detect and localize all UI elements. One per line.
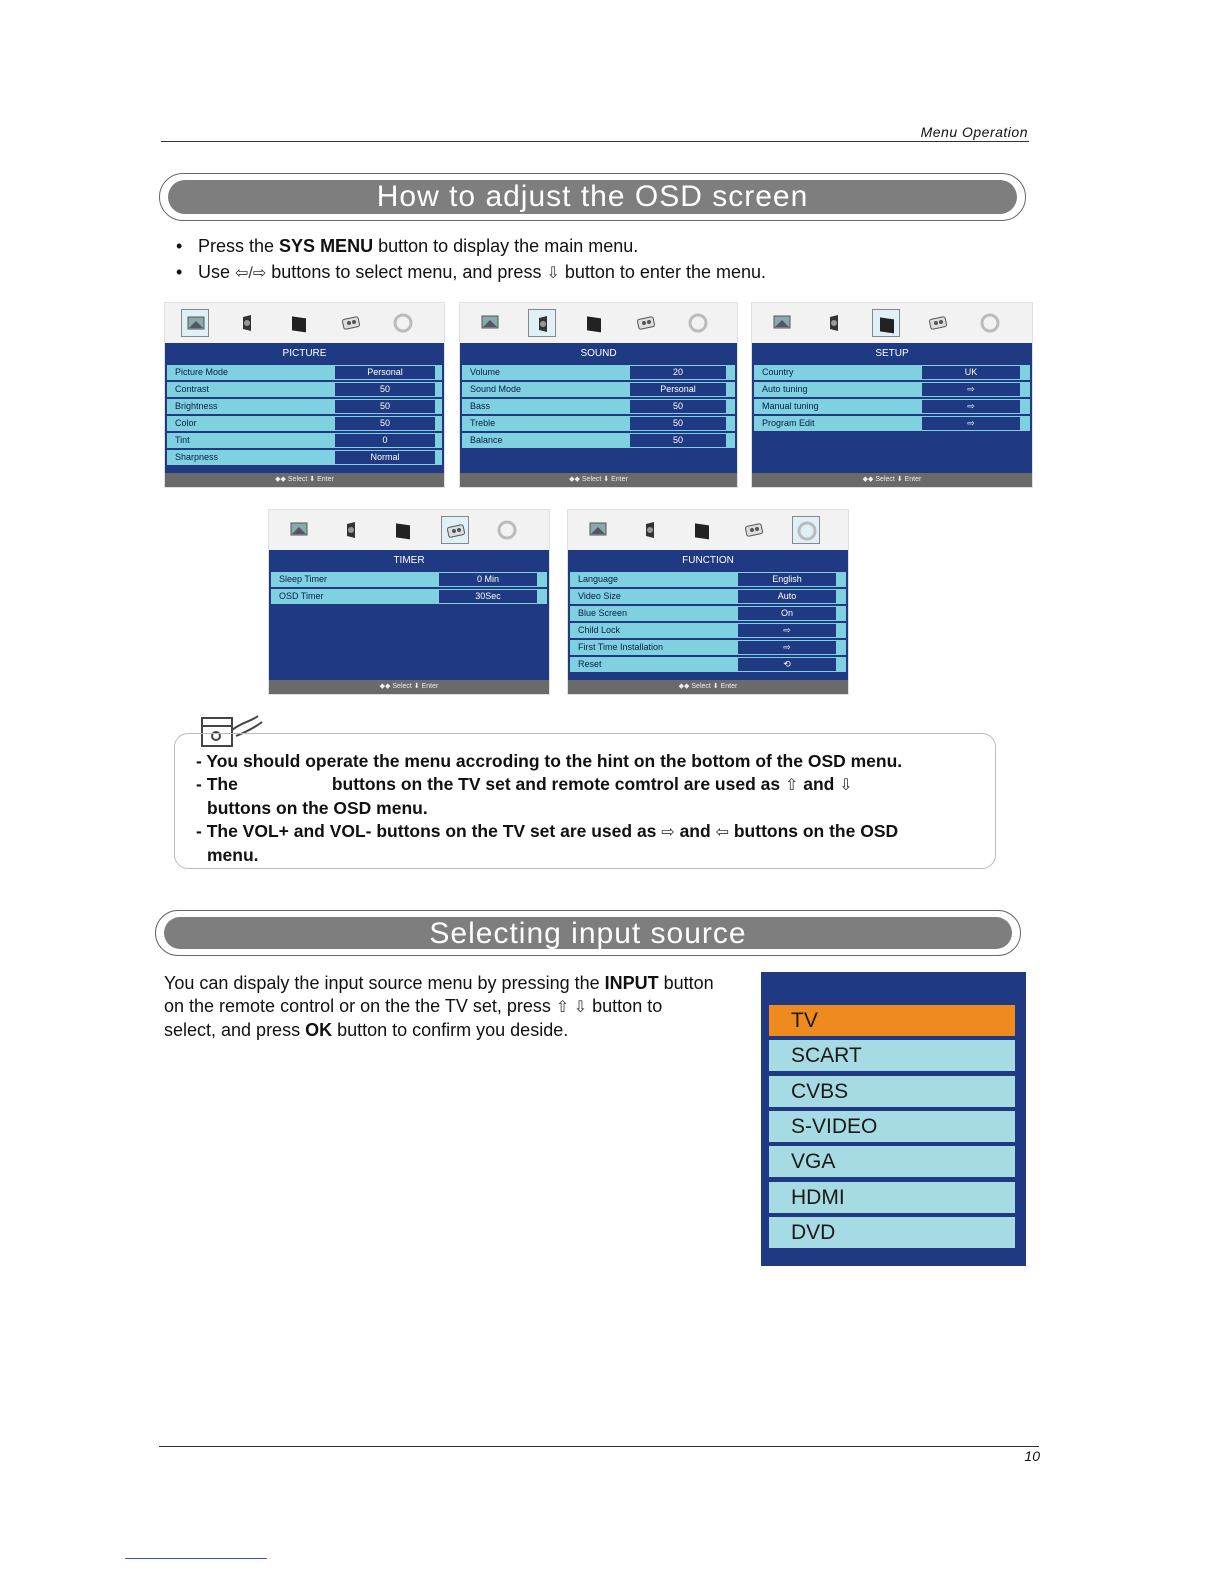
menu-row-label: Manual tuning <box>762 401 819 411</box>
note-line-2: - The buttons on the TV set and remote comtrol are used as ⇧ and ⇩ <box>196 773 853 794</box>
menu-hint-bar: ◆◆ Select ⬇ Enter <box>568 680 848 694</box>
osd-section-title: How to adjust the OSD screen <box>168 180 1017 214</box>
menu-row-value: 50 <box>630 417 726 430</box>
menu-icon-bar <box>165 303 444 343</box>
picture-icon[interactable] <box>476 309 504 337</box>
header-rule <box>161 141 1029 142</box>
menu-row[interactable] <box>271 572 547 587</box>
menu-row[interactable] <box>570 657 846 672</box>
menu-icon-bar <box>568 510 848 550</box>
menu-row[interactable] <box>570 606 846 621</box>
menu-row-value: Personal <box>335 366 435 379</box>
source-item-tv[interactable]: TV <box>769 1005 1015 1036</box>
menu-row-value: Normal <box>335 451 435 464</box>
note-line-4: - The VOL+ and VOL- buttons on the TV set are used as ⇨ and ⇦ buttons on the OSD <box>196 820 899 841</box>
menu-row-value: UK <box>922 366 1020 379</box>
osd-section-banner <box>159 173 1026 221</box>
menu-body <box>269 550 549 694</box>
menu-icon-bar <box>752 303 1032 343</box>
picture-icon[interactable] <box>584 516 612 544</box>
up-down-arrows-icon: ⇧ ⇩ <box>555 998 588 1016</box>
source-item-cvbs[interactable]: CVBS <box>769 1076 1015 1107</box>
menu-row-label: Reset <box>578 659 602 669</box>
page-number: 10 <box>1024 1448 1040 1464</box>
menu-row[interactable] <box>462 416 735 431</box>
menu-row-label: Auto tuning <box>762 384 808 394</box>
menu-row[interactable] <box>570 572 846 587</box>
menu-row-label: Tint <box>175 435 190 445</box>
osd-setup-menu <box>751 302 1033 488</box>
menu-body <box>752 343 1032 487</box>
input-instructions: You can dispaly the input source menu by pressing the INPUT button on the remote control or on the the TV set, press ⇧ ⇩ button to select, and press OK button to confirm you deside. <box>164 973 714 1040</box>
menu-row-value: ⇨ <box>738 624 836 637</box>
menu-row[interactable] <box>167 399 442 414</box>
note-line-1: - You should operate the menu accroding to the hint on the bottom of the OSD menu. <box>196 751 903 771</box>
menu-title: FUNCTION <box>682 555 734 566</box>
osd-function-menu <box>567 509 849 695</box>
menu-row-value: 50 <box>335 383 435 396</box>
menu-row[interactable] <box>754 416 1030 431</box>
menu-title: SOUND <box>580 348 617 359</box>
menu-title: SETUP <box>875 348 909 359</box>
menu-row[interactable] <box>462 382 735 397</box>
menu-body <box>165 343 444 487</box>
menu-hint-bar: ◆◆ Select ⬇ Enter <box>165 473 444 487</box>
bullet-1: • Press the SYS MENU button to display the main menu. <box>176 236 639 256</box>
sound-icon[interactable] <box>820 309 848 337</box>
menu-row-value: ⇨ <box>922 417 1020 430</box>
menu-row-label: Country <box>762 367 794 377</box>
setup-icon[interactable] <box>580 309 608 337</box>
left-right-arrows-icon: ⇦/⇨ <box>235 265 267 282</box>
menu-row-label: Sharpness <box>175 452 219 462</box>
menu-row-label: Video Size <box>578 591 621 601</box>
menu-hint-bar: ◆◆ Select ⬇ Enter <box>460 473 737 487</box>
menu-row-value: Auto <box>738 590 836 603</box>
setup-icon[interactable] <box>688 516 716 544</box>
source-item-vga[interactable]: VGA <box>769 1146 1015 1177</box>
menu-row-value: 50 <box>335 417 435 430</box>
menu-row-value: 50 <box>335 400 435 413</box>
note-line-5: menu. <box>207 845 259 865</box>
menu-title: TIMER <box>393 555 425 566</box>
menu-row-value: 0 Min <box>439 573 537 586</box>
menu-row-value: English <box>738 573 836 586</box>
menu-row-value: ⇨ <box>738 641 836 654</box>
menu-row-label: Volume <box>470 367 501 377</box>
menu-row[interactable] <box>570 640 846 655</box>
menu-row[interactable] <box>167 433 442 448</box>
menu-row-value: 0 <box>335 434 435 447</box>
menu-row-value: 50 <box>630 400 726 413</box>
menu-row[interactable] <box>754 399 1030 414</box>
bullet-2: • Use ⇦/⇨ buttons to select menu, and press ⇩ button to enter the menu. <box>176 262 766 282</box>
menu-row[interactable] <box>167 450 442 465</box>
note-text <box>196 750 986 867</box>
source-item-scart[interactable]: SCART <box>769 1040 1015 1071</box>
function-icon[interactable] <box>684 309 712 337</box>
menu-row-label: Brightness <box>175 401 218 411</box>
menu-row[interactable] <box>754 382 1030 397</box>
note-line-3: buttons on the OSD menu. <box>207 798 428 818</box>
input-section-title: Selecting input source <box>164 917 1012 949</box>
source-item-s-video[interactable]: S-VIDEO <box>769 1111 1015 1142</box>
menu-row-label: Blue Screen <box>578 608 628 618</box>
osd-picture-menu <box>164 302 445 488</box>
menu-title: PICTURE <box>282 348 327 359</box>
timer-icon[interactable] <box>441 516 469 544</box>
timer-icon[interactable] <box>924 309 952 337</box>
menu-hint-bar: ◆◆ Select ⬇ Enter <box>752 473 1032 487</box>
menu-row-label: Contrast <box>175 384 210 394</box>
setup-icon[interactable] <box>872 309 900 337</box>
menu-row-label: Balance <box>470 435 503 445</box>
function-icon[interactable] <box>792 516 820 544</box>
function-icon[interactable] <box>493 516 521 544</box>
sound-icon[interactable] <box>528 309 556 337</box>
menu-row[interactable] <box>462 399 735 414</box>
sound-icon[interactable] <box>337 516 365 544</box>
sound-icon[interactable] <box>636 516 664 544</box>
left-arrow-icon: ⇦ <box>715 823 729 841</box>
down-arrow-icon: ⇩ <box>546 265 560 282</box>
menu-row-value: 30Sec <box>439 590 537 603</box>
timer-icon[interactable] <box>632 309 660 337</box>
timer-icon[interactable] <box>740 516 768 544</box>
source-item-hdmi[interactable]: HDMI <box>769 1182 1015 1213</box>
timer-icon[interactable] <box>337 309 365 337</box>
menu-row[interactable] <box>462 433 735 448</box>
menu-row-label: First Time Installation <box>578 642 664 652</box>
menu-row-label: Language <box>578 574 619 584</box>
setup-icon[interactable] <box>285 309 313 337</box>
menu-row-value: On <box>738 607 836 620</box>
menu-row-label: Sleep Timer <box>279 574 328 584</box>
footer-rule <box>159 1446 1039 1447</box>
menu-row-label: Bass <box>470 401 491 411</box>
osd-timer-menu <box>268 509 550 695</box>
menu-row-value: ⇨ <box>922 383 1020 396</box>
source-item-dvd[interactable]: DVD <box>769 1217 1015 1248</box>
menu-row-label: Sound Mode <box>470 384 522 394</box>
menu-row[interactable] <box>754 365 1030 380</box>
up-arrow-icon: ⇧ <box>784 776 799 794</box>
menu-row[interactable] <box>167 365 442 380</box>
menu-icon-bar <box>269 510 549 550</box>
menu-row-label: Color <box>175 418 197 428</box>
menu-row[interactable] <box>570 589 846 604</box>
menu-hint-bar: ◆◆ Select ⬇ Enter <box>269 680 549 694</box>
menu-row-label: Picture Mode <box>175 367 229 377</box>
menu-row-value: 50 <box>630 434 726 447</box>
menu-row-label: Treble <box>470 418 496 428</box>
menu-row-label: Program Edit <box>762 418 815 428</box>
menu-row[interactable] <box>167 416 442 431</box>
section-header: Menu Operation <box>920 124 1028 140</box>
sound-icon[interactable] <box>233 309 261 337</box>
function-icon[interactable] <box>976 309 1004 337</box>
input-section-banner <box>155 910 1021 956</box>
menu-row[interactable] <box>462 365 735 380</box>
footnote-rule <box>125 1558 267 1559</box>
menu-row[interactable] <box>570 623 846 638</box>
picture-icon[interactable] <box>181 309 209 337</box>
menu-body <box>568 550 848 694</box>
menu-row[interactable] <box>271 589 547 604</box>
menu-row-value: Personal <box>630 383 726 396</box>
function-icon[interactable] <box>389 309 417 337</box>
menu-row-value: 20 <box>630 366 726 379</box>
input-source-menu <box>761 972 1026 1266</box>
osd-sound-menu <box>459 302 738 488</box>
down-arrow-icon: ⇩ <box>839 776 853 794</box>
right-arrow-icon: ⇨ <box>661 823 675 841</box>
menu-row-value: ⇨ <box>922 400 1020 413</box>
picture-icon[interactable] <box>285 516 313 544</box>
picture-icon[interactable] <box>768 309 796 337</box>
menu-body <box>460 343 737 487</box>
menu-icon-bar <box>460 303 737 343</box>
menu-row-label: OSD Timer <box>279 591 324 601</box>
menu-row-value: ⟲ <box>738 658 836 671</box>
setup-icon[interactable] <box>389 516 417 544</box>
menu-row-label: Child Lock <box>578 625 621 635</box>
menu-row[interactable] <box>167 382 442 397</box>
osd-instructions <box>176 233 996 287</box>
